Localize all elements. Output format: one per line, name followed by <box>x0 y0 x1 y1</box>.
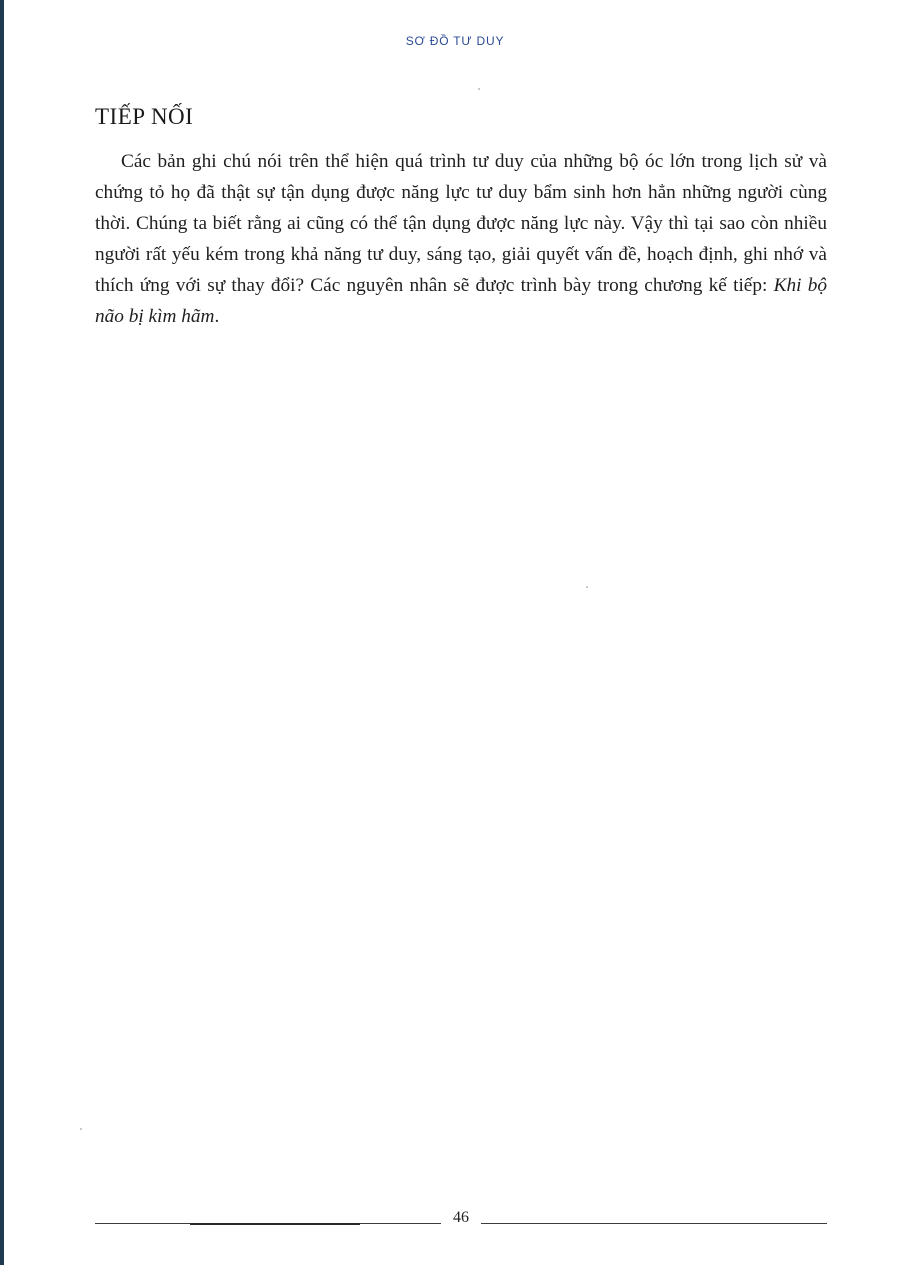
scan-speck <box>586 586 588 588</box>
page-number: 46 <box>453 1209 469 1226</box>
chapter-reference: Khi bộ não bị kìm hãm <box>95 275 827 327</box>
running-header: SƠ ĐỒ TƯ DUY <box>405 34 505 48</box>
scan-speck <box>478 88 480 90</box>
body-paragraph <box>95 146 827 332</box>
footer-rule-right <box>481 1223 827 1224</box>
paragraph-text: Các bản ghi chú nói trên thể hiện quá trình tư duy của những bộ óc lớn trong lịch sử và chứng tỏ họ đã thật sự tận dụng được năng lực tư duy bẩm sinh hơn hẳn những người cùng thời. Chúng ta biết rằng ai cũng có thể tận dụng được năng lực này. Vậy thì tại sao còn nhiều người rất yếu kém trong khả năng tư duy, sáng tạo, giải quyết vấn đề, hoạch định, ghi nhớ và thích ứng với sự thay đổi? Các nguyên nhân sẽ được trình bày trong chương kế tiếp: <box>95 151 827 296</box>
page-footer <box>95 1209 827 1235</box>
page-edge-strip <box>0 0 4 1265</box>
section-heading: TIẾP NỐI <box>95 104 194 129</box>
paragraph-end: . <box>214 306 220 327</box>
footer-rule-left-accent <box>190 1223 360 1225</box>
scan-speck <box>80 1128 82 1130</box>
